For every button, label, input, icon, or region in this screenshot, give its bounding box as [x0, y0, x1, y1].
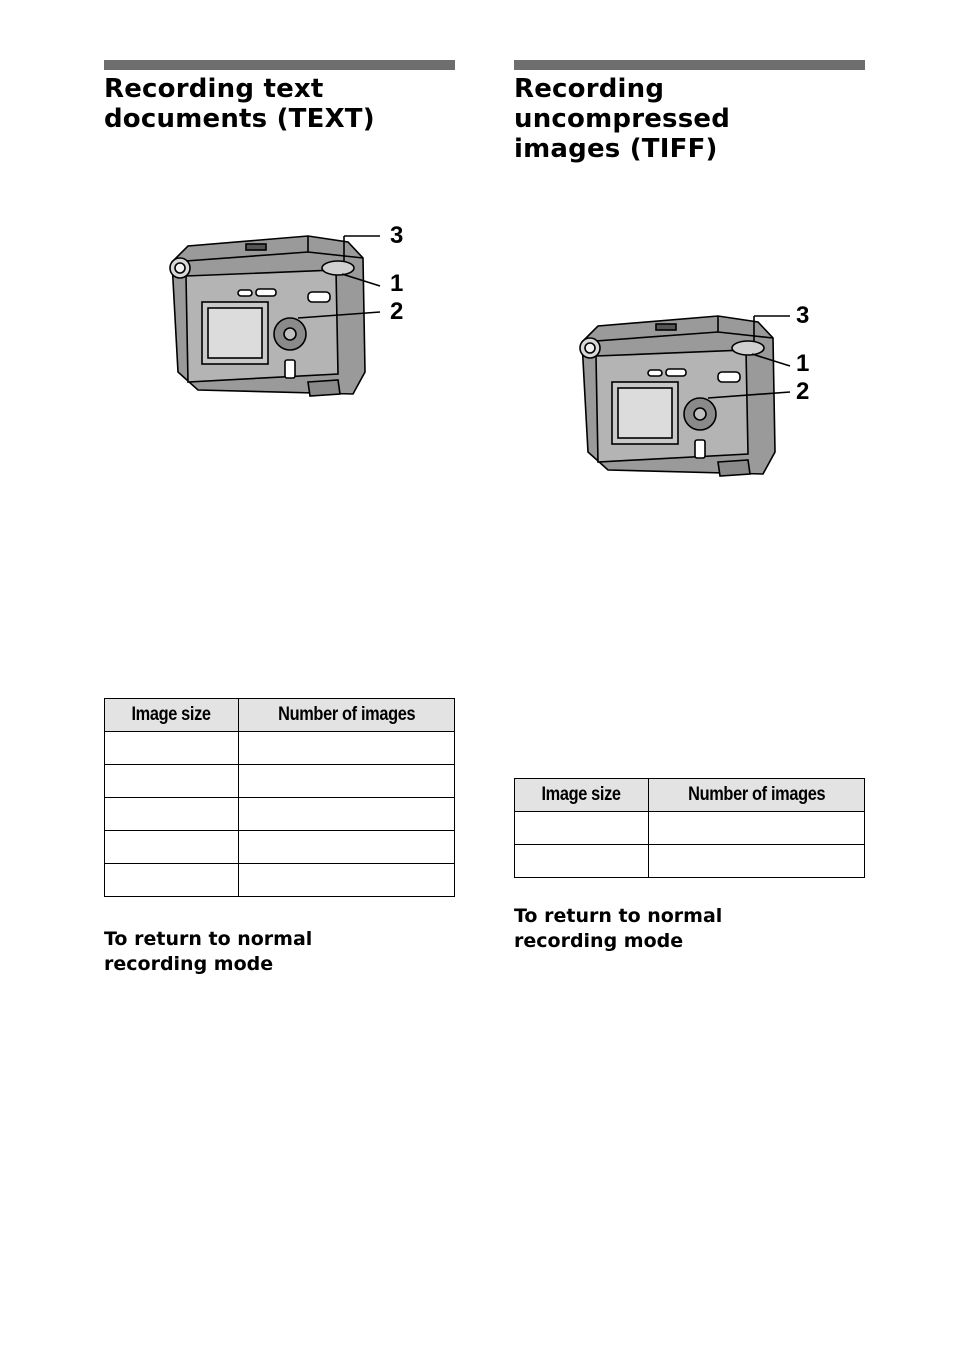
callout-3: 3 [390, 222, 404, 249]
section-title: Recording text documents (TEXT) [104, 74, 375, 134]
cell-image-size [105, 765, 239, 798]
image-count-table [514, 778, 865, 878]
cell-image-size [105, 732, 239, 765]
section-title: Recording uncompressed images (TIFF) [514, 74, 731, 164]
callout-1: 1 [796, 350, 810, 377]
camera-drawing [158, 222, 388, 402]
camera-drawing [568, 302, 798, 482]
cell-number-of-images [649, 845, 865, 878]
table-row [105, 798, 455, 831]
cell-image-size [105, 831, 239, 864]
header-image-size: Image size [105, 699, 239, 732]
table-row [105, 864, 455, 897]
cell-number-of-images [239, 831, 455, 864]
table-row [515, 845, 865, 878]
cell-number-of-images [239, 732, 455, 765]
section-rule [104, 60, 455, 70]
callout-1: 1 [390, 270, 404, 297]
section-rule [514, 60, 865, 70]
table-row [105, 732, 455, 765]
cell-image-size [105, 798, 239, 831]
image-count-table [104, 698, 455, 897]
cell-image-size [515, 845, 649, 878]
subsection-heading: To return to normal recording mode [104, 928, 313, 975]
cell-number-of-images [239, 765, 455, 798]
cell-number-of-images [649, 812, 865, 845]
cell-image-size [105, 864, 239, 897]
cell-number-of-images [239, 864, 455, 897]
subsection-heading: To return to normal recording mode [514, 905, 723, 952]
camera-illustration [568, 302, 828, 482]
cell-number-of-images [239, 798, 455, 831]
cell-image-size [515, 812, 649, 845]
table-header-row [105, 699, 455, 732]
header-number-of-images: Number of images [239, 699, 455, 732]
callout-3: 3 [796, 302, 810, 329]
table-header-row [515, 779, 865, 812]
table-row [515, 812, 865, 845]
camera-illustration [158, 222, 418, 402]
header-number-of-images: Number of images [649, 779, 865, 812]
table-row [105, 765, 455, 798]
callout-2: 2 [796, 378, 810, 405]
table-row [105, 831, 455, 864]
callout-2: 2 [390, 298, 404, 325]
header-image-size: Image size [515, 779, 649, 812]
